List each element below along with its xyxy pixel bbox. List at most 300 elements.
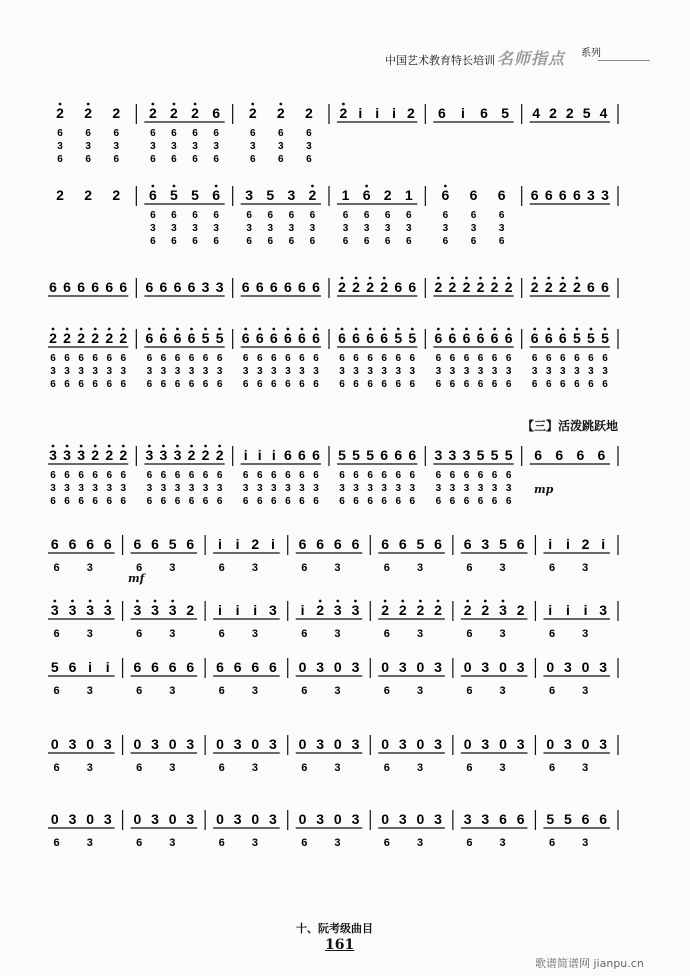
note-digit: 0: [381, 659, 390, 675]
note-digit: 5: [504, 447, 513, 463]
chord-stack-digit: 3: [271, 483, 277, 494]
chord-stack-digit: 6: [602, 379, 608, 390]
chord-stack-digit: 6: [160, 496, 167, 507]
bass-note: 6: [383, 685, 390, 697]
chord-stack-digit: 6: [339, 353, 345, 364]
octave-dot: [341, 277, 344, 280]
note-digit: 0: [251, 736, 260, 752]
chord-stack-digit: 6: [146, 496, 153, 507]
octave-dot: [479, 328, 482, 331]
note-digit: 3: [601, 187, 609, 203]
note-digit: 6: [187, 330, 196, 346]
bass-note: 3: [499, 628, 506, 640]
chord-stack-digit: 6: [192, 210, 198, 221]
chord-stack-digit: 6: [92, 496, 98, 507]
chord-stack-digit: 6: [146, 353, 153, 364]
note-digit: 3: [316, 811, 325, 827]
note-digit: 3: [448, 447, 457, 463]
chord-stack-digit: 6: [381, 496, 387, 507]
note-digit: 6: [362, 187, 371, 203]
note-digit: 6: [283, 447, 292, 463]
chord-stack-digit: 6: [188, 353, 195, 364]
bass-note: 6: [466, 837, 473, 849]
note-digit: 5: [352, 447, 360, 463]
note-digit: 6: [463, 536, 472, 552]
chord-stack-digit: 3: [306, 141, 312, 152]
note-digit: 3: [201, 279, 210, 295]
section-label: 【三】活泼跳跃地: [522, 419, 619, 433]
chord-stack-digit: 6: [213, 128, 219, 139]
bass-note: 3: [251, 562, 258, 574]
note-digit: i: [253, 602, 258, 618]
chord-stack-digit: 6: [353, 353, 359, 364]
chord-stack-digit: 6: [435, 379, 442, 390]
octave-dot: [437, 328, 440, 331]
note-digit: 2: [105, 447, 114, 463]
chord-stack-digit: 3: [299, 366, 305, 377]
chord-stack-digit: 6: [78, 470, 84, 481]
note-digit: 0: [298, 736, 307, 752]
chord-stack-digit: 3: [498, 223, 505, 234]
chord-stack-digit: 6: [477, 470, 484, 481]
note-digit: i: [375, 105, 380, 121]
note-digit: i: [218, 536, 222, 552]
note-digit: 6: [168, 659, 177, 675]
chord-stack-digit: 3: [574, 366, 580, 377]
octave-dot: [533, 277, 536, 280]
chord-stack-digit: 6: [160, 470, 167, 481]
series-suffix: 系列: [581, 48, 601, 59]
octave-dot: [52, 445, 55, 448]
note-digit: 6: [68, 536, 77, 552]
chord-stack-digit: 6: [92, 353, 98, 364]
note-digit: 6: [251, 659, 260, 675]
chord-stack-digit: 3: [435, 366, 442, 377]
chord-stack-digit: 6: [106, 496, 113, 507]
chord-stack-digit: 6: [278, 154, 284, 165]
octave-dot: [383, 328, 386, 331]
chord-stack-digit: 6: [192, 128, 198, 139]
chord-stack-digit: 3: [188, 483, 195, 494]
chord-stack-digit: 6: [160, 379, 167, 390]
note-digit: 3: [233, 811, 242, 827]
bass-note: 6: [383, 837, 390, 849]
note-digit: 6: [587, 279, 595, 295]
octave-dot: [218, 445, 221, 448]
note-digit: i: [257, 447, 262, 463]
note-digit: 2: [316, 602, 325, 618]
chord-stack-digit: 6: [545, 379, 552, 390]
note-digit: 6: [216, 659, 224, 675]
chord-stack-digit: 6: [449, 379, 456, 390]
bass-note: 3: [416, 628, 424, 640]
note-digit: 6: [462, 330, 471, 346]
chord-stack-digit: 3: [588, 366, 594, 377]
chord-stack-digit: 6: [505, 496, 512, 507]
dynamic-mp: mp: [534, 483, 554, 496]
note-digit: 6: [516, 811, 525, 827]
chord-stack-digit: 6: [477, 379, 484, 390]
note-digit: 3: [398, 659, 407, 675]
chord-stack-digit: 3: [339, 366, 345, 377]
octave-dot: [465, 277, 468, 280]
octave-dot: [355, 277, 358, 280]
octave-dot: [122, 445, 125, 448]
octave-dot: [383, 277, 386, 280]
octave-dot: [354, 600, 357, 603]
octave-dot: [437, 277, 440, 280]
chord-stack-digit: 6: [588, 353, 594, 364]
chord-stack-digit: 3: [406, 223, 412, 234]
bass-note: 3: [86, 837, 93, 849]
note-digit: 3: [563, 736, 572, 752]
chord-stack-digit: 3: [470, 223, 477, 234]
note-digit: 2: [530, 279, 539, 295]
chord-stack-digit: 3: [174, 483, 181, 494]
chord-stack-digit: 3: [160, 366, 167, 377]
octave-dot: [484, 600, 487, 603]
chord-stack-digit: 3: [271, 366, 277, 377]
chord-stack-digit: 3: [545, 366, 552, 377]
note-digit: 6: [601, 279, 609, 295]
chord-stack-digit: 6: [50, 353, 56, 364]
chord-stack-digit: 3: [309, 223, 316, 234]
chord-stack-digit: 6: [299, 379, 305, 390]
note-digit: 0: [333, 659, 342, 675]
note-digit: 3: [499, 602, 507, 618]
note-digit: 3: [151, 811, 159, 827]
series-logo: 名师指点: [497, 49, 566, 68]
note-digit: 6: [381, 536, 390, 552]
note-digit: 6: [476, 330, 485, 346]
note-digit: 3: [516, 659, 525, 675]
chord-stack-digit: 6: [449, 353, 456, 364]
note-digit: 3: [351, 811, 360, 827]
note-digit: 5: [416, 536, 425, 552]
note-digit: 2: [352, 279, 360, 295]
chord-stack-digit: 6: [285, 353, 291, 364]
chord-stack-digit: 6: [216, 353, 223, 364]
note-digit: 6: [333, 536, 342, 552]
note-digit: i: [271, 447, 276, 463]
chord-stack-digit: 6: [395, 379, 402, 390]
chord-stack-digit: 6: [256, 379, 263, 390]
bass-note: 3: [499, 762, 506, 774]
chord-stack-digit: 6: [256, 496, 263, 507]
bass-note: 6: [301, 628, 308, 640]
bass-note: 6: [548, 685, 556, 697]
note-digit: 5: [587, 330, 595, 346]
note-digit: 6: [558, 187, 567, 203]
chord-stack-digit: 6: [309, 236, 316, 247]
note-digit: 3: [351, 602, 360, 618]
note-digit: 6: [581, 811, 590, 827]
note-digit: 6: [448, 330, 457, 346]
chord-stack-digit: 6: [367, 353, 373, 364]
note-digit: 3: [481, 811, 490, 827]
note-digit: 2: [276, 105, 285, 121]
chord-stack-digit: 6: [271, 379, 277, 390]
note-digit: i: [548, 536, 553, 552]
note-digit: 2: [84, 105, 93, 121]
octave-dot: [154, 600, 157, 603]
note-digit: 2: [77, 330, 86, 346]
note-digit: 2: [248, 105, 257, 121]
chord-stack-digit: 3: [146, 366, 153, 377]
note-digit: 3: [287, 187, 296, 203]
chord-stack-digit: 6: [342, 210, 349, 221]
chord-stack-digit: 3: [213, 141, 219, 152]
note-digit: 6: [49, 279, 57, 295]
chord-stack-digit: 3: [313, 483, 319, 494]
octave-dot: [279, 103, 282, 106]
note-digit: 6: [119, 279, 128, 295]
note-digit: 5: [601, 330, 609, 346]
octave-dot: [173, 185, 176, 188]
note-digit: i: [235, 536, 240, 552]
chord-stack-digit: 6: [64, 470, 70, 481]
note-digit: 5: [215, 330, 224, 346]
bass-note: 6: [218, 762, 225, 774]
note-digit: 6: [255, 279, 264, 295]
chord-stack-digit: 6: [285, 496, 291, 507]
octave-dot: [176, 328, 179, 331]
chord-stack-digit: 3: [560, 366, 566, 377]
bass-note: 6: [136, 562, 143, 574]
note-digit: 3: [434, 447, 443, 463]
note-digit: 3: [103, 602, 112, 618]
note-digit: 2: [366, 279, 375, 295]
chord-stack-digit: 6: [395, 353, 402, 364]
octave-dot: [479, 277, 482, 280]
octave-dot: [87, 103, 90, 106]
note-digit: 2: [490, 279, 499, 295]
note-digit: 3: [434, 736, 442, 752]
note-digit: 3: [50, 602, 59, 618]
bass-note: 3: [582, 837, 589, 849]
chord-stack-digit: 6: [246, 210, 252, 221]
note-digit: 0: [168, 736, 177, 752]
chord-stack-digit: 6: [267, 210, 274, 221]
note-digit: 0: [86, 736, 95, 752]
note-digit: 6: [366, 330, 375, 346]
note-digit: 5: [501, 105, 510, 121]
note-digit: 6: [91, 279, 100, 295]
note-digit: 6: [544, 330, 553, 346]
note-digit: 2: [201, 447, 210, 463]
chord-stack-digit: 6: [313, 496, 319, 507]
bass-note: 3: [169, 562, 176, 574]
octave-dot: [204, 445, 207, 448]
chord-stack-digit: 6: [602, 353, 608, 364]
octave-dot: [369, 277, 372, 280]
note-digit: 6: [105, 279, 114, 295]
chord-stack-digit: 6: [288, 236, 295, 247]
octave-dot: [244, 328, 247, 331]
note-digit: 6: [298, 279, 306, 295]
chord-stack-digit: 3: [477, 483, 484, 494]
note-digit: 0: [333, 811, 342, 827]
note-digit: 6: [186, 536, 195, 552]
note-digit: 2: [558, 279, 567, 295]
note-digit: i: [548, 602, 553, 618]
note-digit: 3: [151, 736, 159, 752]
note-digit: i: [565, 536, 570, 552]
chord-stack-digit: 6: [174, 353, 181, 364]
chord-stack-digit: 6: [381, 353, 387, 364]
octave-dot: [561, 277, 564, 280]
chord-stack-digit: 6: [367, 496, 373, 507]
page-number: 161: [325, 937, 355, 953]
note-digit: 0: [381, 736, 390, 752]
octave-dot: [604, 328, 607, 331]
note-digit: 6: [408, 447, 417, 463]
note-digit: 2: [544, 279, 553, 295]
chord-stack-digit: 6: [409, 496, 416, 507]
chord-stack-digit: 6: [213, 154, 219, 165]
bass-note: 6: [218, 685, 225, 697]
octave-dot: [162, 445, 165, 448]
octave-dot: [286, 328, 289, 331]
note-digit: 5: [546, 811, 555, 827]
octave-dot: [258, 328, 261, 331]
note-digit: 1: [404, 187, 413, 203]
note-digit: 0: [463, 659, 472, 675]
chord-stack-digit: 6: [106, 353, 113, 364]
chord-stack-digit: 3: [285, 366, 291, 377]
note-digit: 6: [504, 330, 513, 346]
note-digit: 6: [63, 279, 71, 295]
chord-stack-digit: 6: [435, 470, 442, 481]
bass-note: 6: [548, 562, 556, 574]
note-digit: i: [300, 602, 305, 618]
note-digit: 6: [490, 330, 499, 346]
bass-note: 3: [251, 762, 258, 774]
note-digit: 6: [499, 811, 507, 827]
note-digit: 6: [68, 659, 77, 675]
note-digit: 3: [103, 736, 112, 752]
note-digit: 2: [462, 279, 471, 295]
chord-stack-digit: 3: [288, 223, 295, 234]
chord-stack-digit: 6: [498, 236, 505, 247]
note-digit: 6: [572, 187, 581, 203]
bass-note: 3: [86, 685, 93, 697]
note-digit: 3: [168, 602, 177, 618]
chord-stack-digit: 3: [78, 366, 84, 377]
note-digit: 6: [437, 105, 446, 121]
octave-dot: [94, 445, 97, 448]
chord-stack-digit: 3: [174, 366, 181, 377]
chord-stack-digit: 6: [409, 470, 416, 481]
chord-stack-digit: 3: [395, 483, 402, 494]
chord-stack-digit: 6: [50, 470, 56, 481]
chord-stack-digit: 6: [505, 379, 512, 390]
note-digit: 2: [434, 279, 443, 295]
note-digit: 2: [481, 602, 490, 618]
note-digit: 0: [499, 659, 507, 675]
note-digit: 6: [298, 447, 306, 463]
note-digit: 3: [316, 659, 325, 675]
note-digit: 6: [283, 279, 292, 295]
note-digit: 0: [333, 736, 342, 752]
octave-dot: [94, 328, 97, 331]
note-digit: 3: [145, 447, 154, 463]
chord-stack-digit: 3: [216, 483, 223, 494]
octave-dot: [218, 328, 221, 331]
chord-stack-digit: 3: [278, 141, 284, 152]
chord-stack-digit: 6: [85, 154, 91, 165]
note-digit: 3: [159, 447, 168, 463]
note-digit: 6: [298, 330, 306, 346]
note-digit: 2: [581, 536, 590, 552]
bass-note: 3: [169, 837, 176, 849]
chord-stack-digit: 6: [313, 379, 319, 390]
chord-stack-digit: 6: [242, 353, 249, 364]
chord-stack-digit: 6: [381, 470, 387, 481]
note-digit: 3: [186, 736, 195, 752]
note-digit: 0: [416, 736, 425, 752]
note-digit: 3: [599, 736, 608, 752]
note-digit: 6: [544, 187, 553, 203]
bass-note: 6: [383, 562, 390, 574]
note-digit: 2: [565, 105, 574, 121]
note-digit: 0: [86, 811, 95, 827]
chord-stack-digit: 3: [505, 366, 512, 377]
note-digit: 2: [186, 602, 195, 618]
note-digit: 0: [251, 811, 260, 827]
bass-note: 6: [548, 628, 556, 640]
note-digit: 6: [316, 536, 325, 552]
chord-stack-digit: 6: [106, 379, 113, 390]
chord-stack-digit: 6: [92, 379, 98, 390]
chord-stack-digit: 3: [491, 483, 498, 494]
octave-dot: [507, 277, 510, 280]
octave-dot: [465, 328, 468, 331]
note-digit: 6: [187, 279, 196, 295]
note-digit: 6: [434, 330, 443, 346]
chord-stack-digit: 3: [50, 366, 56, 377]
chord-stack-digit: 6: [120, 379, 127, 390]
chord-stack-digit: 3: [531, 366, 538, 377]
chord-stack-digit: 6: [306, 154, 312, 165]
octave-dot: [493, 328, 496, 331]
bass-note: 3: [86, 562, 93, 574]
bass-note: 3: [334, 562, 341, 574]
chord-stack-digit: 3: [120, 366, 127, 377]
chord-stack-digit: 6: [271, 496, 277, 507]
note-digit: 6: [298, 536, 307, 552]
chord-stack-digit: 6: [470, 210, 477, 221]
note-digit: 5: [476, 447, 485, 463]
octave-dot: [173, 103, 176, 106]
chord-stack-digit: 6: [463, 470, 470, 481]
chord-stack-digit: 6: [120, 353, 127, 364]
chord-stack-digit: 6: [574, 353, 580, 364]
chord-stack-digit: 3: [150, 223, 156, 234]
octave-dot: [369, 328, 372, 331]
note-digit: 3: [333, 602, 342, 618]
bass-note: 3: [169, 685, 176, 697]
chord-stack-digit: 3: [106, 366, 113, 377]
chord-stack-digit: 6: [78, 353, 84, 364]
chord-stack-digit: 6: [505, 470, 512, 481]
note-digit: 6: [380, 330, 389, 346]
note-digit: 6: [312, 447, 320, 463]
chord-stack-digit: 3: [505, 483, 512, 494]
note-digit: 6: [338, 330, 346, 346]
note-digit: 6: [480, 105, 488, 121]
bass-note: 6: [53, 762, 60, 774]
